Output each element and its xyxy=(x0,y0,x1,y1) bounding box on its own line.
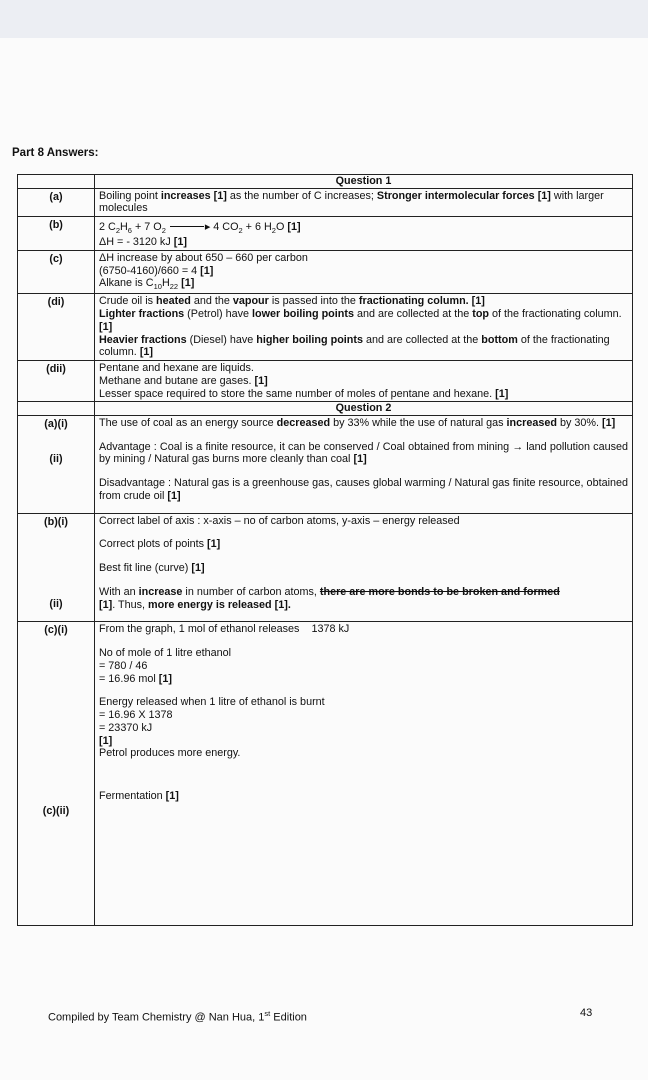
table-row xyxy=(18,361,633,402)
table-row xyxy=(18,416,633,514)
answer-cell: Boiling point increases [1] as the number of C increases; Stronger intermolecular forces [1] with larger molecules xyxy=(95,188,633,216)
table-row xyxy=(18,513,633,622)
top-bar xyxy=(0,0,648,38)
page-number: 43 xyxy=(580,1007,593,1019)
question-2-header-row xyxy=(18,402,633,416)
row-label: (ii) xyxy=(49,598,63,611)
answer-cell: Correct label of axis : x-axis – no of carbon atoms, y-axis – energy released Correct plots of points [1] Best fit line (curve) [1] With an increase in number of carbon atoms, there are more bonds to be broken and formed [1]. Thus, more energy is released [1]. xyxy=(95,513,633,622)
row-label: (c) xyxy=(18,250,95,293)
question-1-title: Question 1 xyxy=(95,175,633,189)
row-label: (c)(ii) xyxy=(42,805,70,818)
table-row xyxy=(18,250,633,293)
question-1-header-row xyxy=(18,175,633,189)
row-label: (ii) xyxy=(49,452,63,465)
row-label: (b) xyxy=(18,217,95,251)
row-label: (b)(i) xyxy=(44,515,68,528)
row-label: (a) xyxy=(18,188,95,216)
answers-table xyxy=(17,174,633,926)
row-label: (di) xyxy=(18,294,95,361)
answer-cell: Crude oil is heated and the vapour is passed into the fractionating column. [1] Lighter fractions (Petrol) have lower boiling points and are collected at the top of the fractionating column. [1] Heavier fractions (Diesel) have higher boiling points and are collected at the bottom of the fractionating column. [1] xyxy=(95,294,633,361)
table-row xyxy=(18,622,633,926)
table-row xyxy=(18,188,633,216)
footer-credit: Compiled by Team Chemistry @ Nan Hua, 1st Edition xyxy=(48,1009,307,1024)
row-label: (c)(i) xyxy=(44,624,68,637)
table-row xyxy=(18,217,633,251)
question-2-title: Question 2 xyxy=(95,402,633,416)
table-row xyxy=(18,294,633,361)
answer-cell: From the graph, 1 mol of ethanol releases 1378 kJ No of mole of 1 litre ethanol = 780 / 46 = 16.96 mol [1] Energy released when 1 litre of ethanol is burnt = 16.96 X 1378 = 23370 kJ [1] Petrol produces more energy. Fermentation [1] xyxy=(95,622,633,926)
answer-cell: ΔH increase by about 650 – 660 per carbon (6750-4160)/660 = 4 [1] Alkane is $C_{10}H_{22}$ [1] xyxy=(95,250,633,293)
row-label: (dii) xyxy=(18,361,95,402)
row-label: (a)(i) xyxy=(44,418,68,431)
answer-cell: 2 $C_2H_6 + 7$ $O_2$ ▸ 4 $CO_2 + 6$ $H_2O$ [1] ΔH = - 3120 kJ [1] xyxy=(95,217,633,251)
answer-cell: The use of coal as an energy source decreased by 33% while the use of natural gas increased by 30%. [1] Advantage : Coal is a finite resource, it can be conserved / Coal obtained from mining → land pollution caused by mining / Natural gas burns more cleanly than coal [1] Disadvantage : Natural gas is a greenhouse gas, causes global warming / Natural gas finite resource, obtained from crude oil [1] xyxy=(95,416,633,514)
part-title: Part 8 Answers: xyxy=(12,147,99,159)
answer-cell: Pentane and hexane are liquids. Methane and butane are gases. [1] Lesser space required to store the same number of moles of pentane and hexane. [1] xyxy=(95,361,633,402)
